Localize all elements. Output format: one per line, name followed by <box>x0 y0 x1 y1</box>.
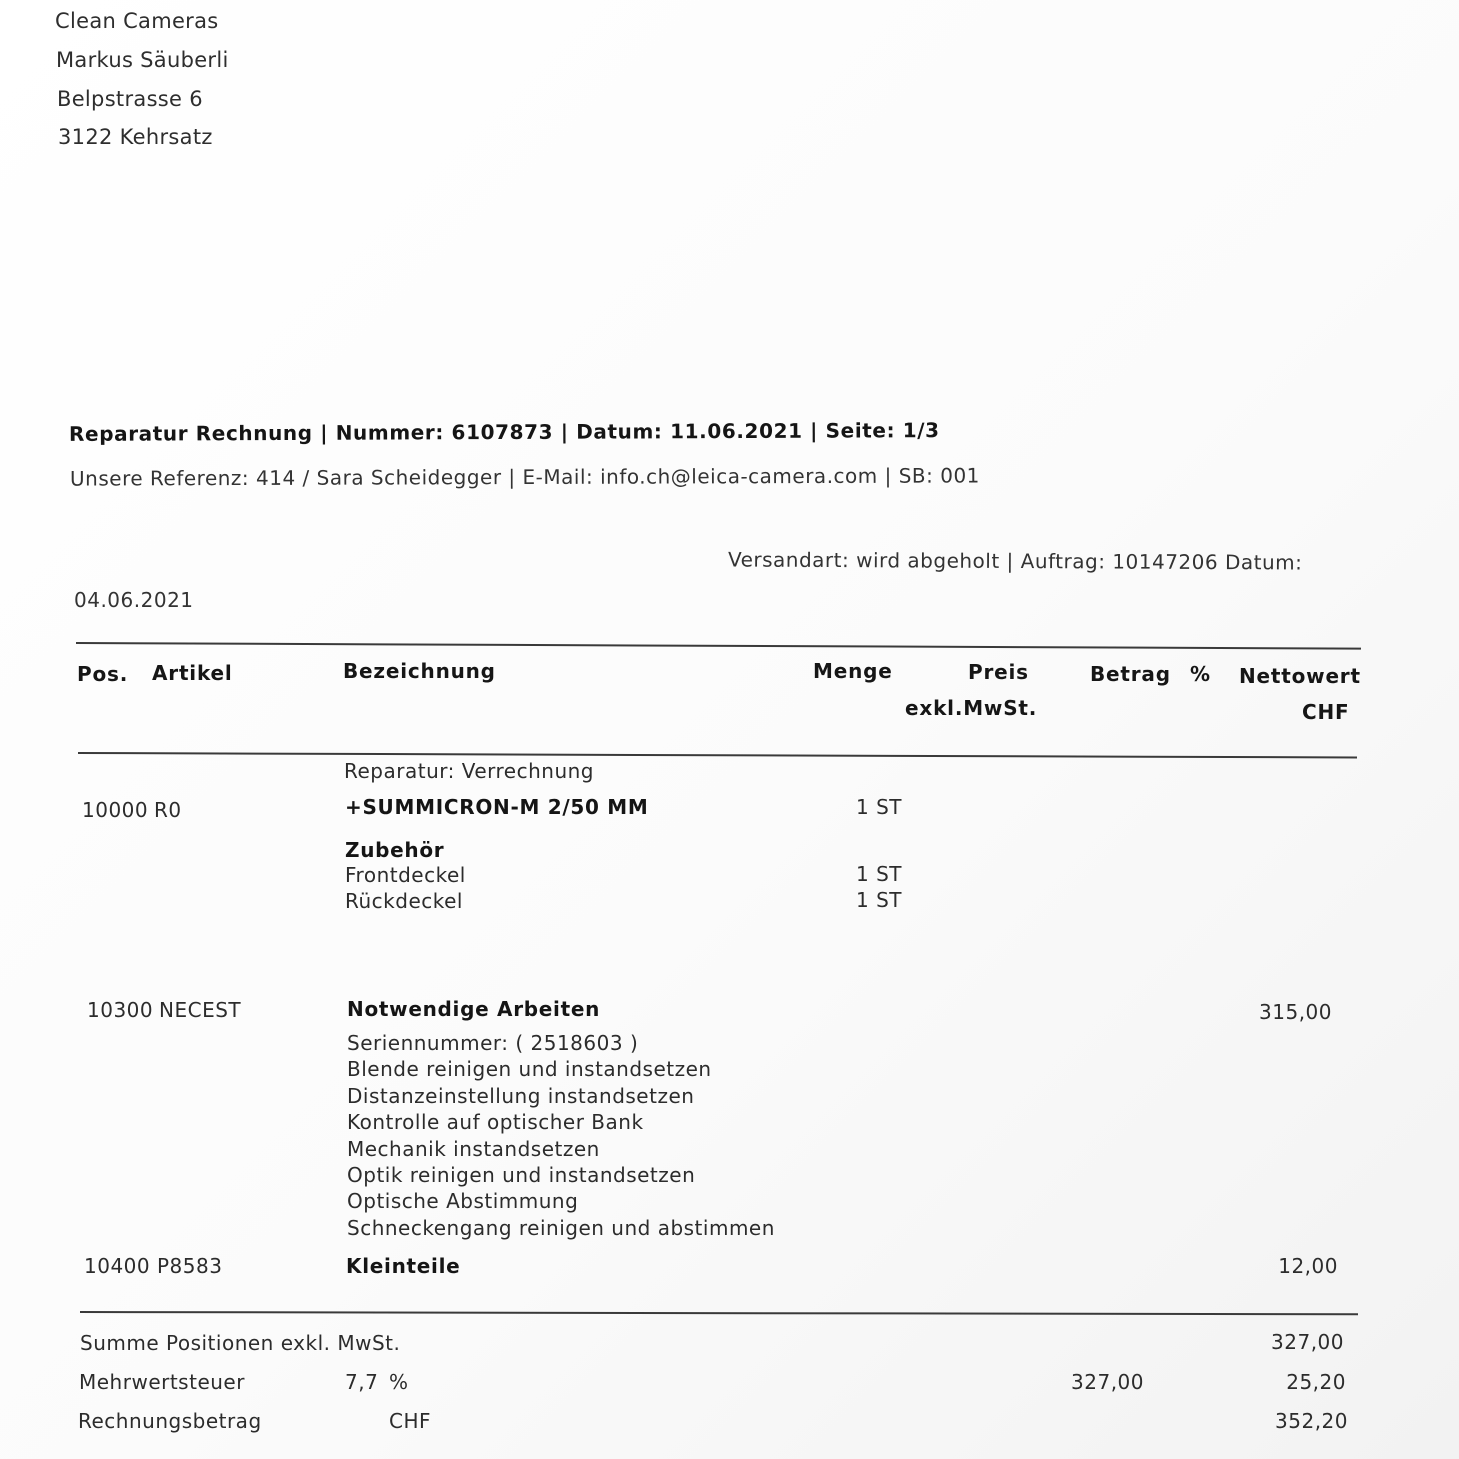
accessory-item: Frontdeckel <box>345 863 466 887</box>
col-header-menge: Menge <box>813 659 893 683</box>
invoice-currency: CHF <box>389 1409 432 1433</box>
col-header-preis: Preis <box>968 660 1029 684</box>
col-header-nettowert-sub: CHF <box>1302 700 1350 724</box>
item-artikel: NECEST <box>159 998 242 1022</box>
item-nettowert: 315,00 <box>1259 1000 1332 1024</box>
work-detail-line: Optische Abstimmung <box>347 1189 579 1214</box>
sum-label: Summe Positionen exkl. MwSt. <box>80 1331 401 1355</box>
shipping-order-line: Versandart: wird abgeholt | Auftrag: 10147206 Datum: <box>727 547 1303 575</box>
street-address: Belpstrasse 6 <box>57 87 203 111</box>
vat-base: 327,00 <box>1071 1370 1144 1394</box>
work-detail-line: Optik reinigen und instandsetzen <box>347 1163 696 1188</box>
col-header-artikel: Artikel <box>152 661 233 685</box>
accessory-item: Rückdeckel <box>345 889 463 913</box>
col-header-betrag: Betrag <box>1090 662 1171 686</box>
repair-billing-note: Reparatur: Verrechnung <box>344 759 595 783</box>
item-menge: 1 ST <box>856 795 902 819</box>
col-header-nettowert: Nettowert <box>1239 664 1361 688</box>
work-detail-line: Seriennummer: ( 2518603 ) <box>347 1031 639 1055</box>
item-pos: 10300 <box>87 998 154 1022</box>
work-detail-line: Distanzeinstellung instandsetzen <box>347 1083 695 1108</box>
col-header-preis-sub: exkl.MwSt. <box>905 696 1038 720</box>
reference-line: Unsere Referenz: 414 / Sara Scheidegger | E-Mail: info.ch@leica-camera.com | SB: 001 <box>69 463 980 491</box>
col-header-percent: % <box>1190 662 1211 686</box>
item-pos: 10400 <box>84 1254 151 1278</box>
totals-rule <box>80 1311 1358 1315</box>
work-detail-line: Mechanik instandsetzen <box>347 1136 600 1161</box>
work-details-list <box>347 1030 775 1241</box>
work-detail-line: Blende reinigen und instandsetzen <box>347 1057 712 1082</box>
item-nettowert: 12,00 <box>1278 1254 1338 1278</box>
accessory-menge: 1 ST <box>856 862 902 886</box>
item-pos: 10000 <box>82 798 149 822</box>
item-title: Notwendige Arbeiten <box>347 997 601 1021</box>
recipient-name: Markus Säuberli <box>56 48 229 72</box>
accessory-menge: 1 ST <box>856 888 902 912</box>
vat-percent-sign: % <box>389 1370 409 1394</box>
accessories-heading: Zubehör <box>345 838 445 862</box>
invoice-total-label: Rechnungsbetrag <box>78 1409 262 1433</box>
table-top-rule <box>76 642 1361 650</box>
sender-company: Clean Cameras <box>55 9 219 33</box>
work-detail-line: Kontrolle auf optischer Bank <box>347 1110 644 1135</box>
city-address: 3122 Kehrsatz <box>58 125 213 149</box>
item-title: +SUMMICRON-M 2/50 MM <box>345 795 649 819</box>
order-date: 04.06.2021 <box>74 588 194 612</box>
item-artikel: P8583 <box>157 1254 223 1278</box>
vat-value: 25,20 <box>1286 1370 1346 1394</box>
work-detail-line: Schneckengang reinigen und abstimmen <box>347 1215 775 1240</box>
invoice-title-line: Reparatur Rechnung | Nummer: 6107873 | Datum: 11.06.2021 | Seite: 1/3 <box>68 418 940 446</box>
sum-value: 327,00 <box>1271 1330 1344 1354</box>
vat-label: Mehrwertsteuer <box>79 1370 245 1394</box>
item-artikel: R0 <box>154 798 182 822</box>
table-header-rule <box>78 752 1357 758</box>
item-title: Kleinteile <box>346 1254 461 1278</box>
vat-rate: 7,7 <box>345 1370 379 1394</box>
col-header-bezeichnung: Bezeichnung <box>343 659 496 683</box>
invoice-total-value: 352,20 <box>1275 1409 1348 1433</box>
col-header-pos: Pos. <box>77 662 129 686</box>
